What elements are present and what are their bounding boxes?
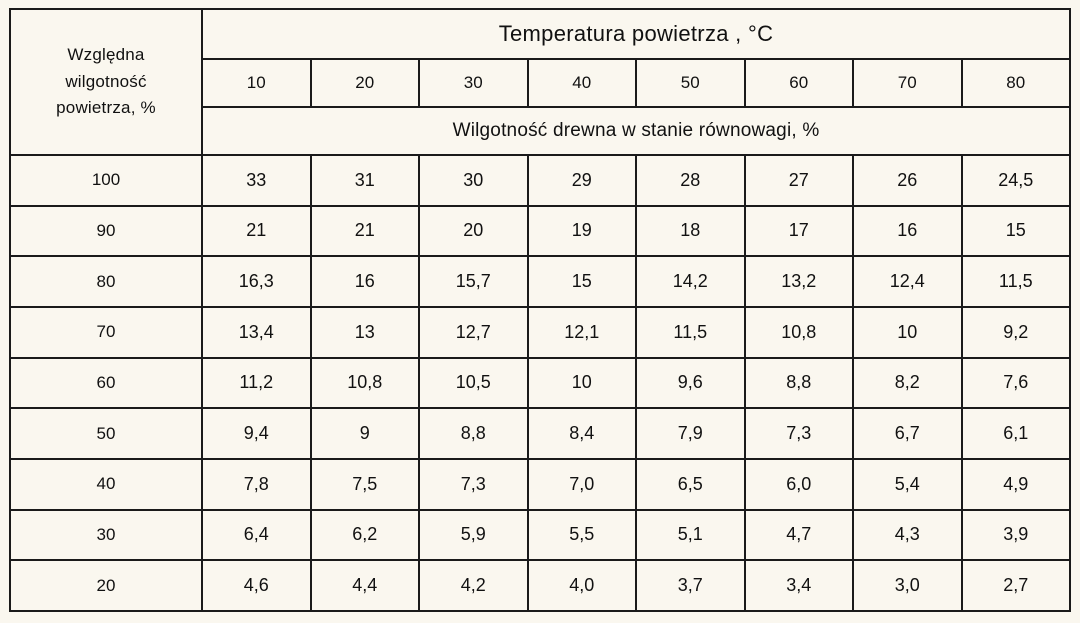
cell-value: 16,3: [202, 256, 311, 307]
table-row: [10, 206, 1070, 257]
cell-value: 14,2: [636, 256, 745, 307]
cell-value: 29: [528, 155, 637, 206]
cell-value: 3,9: [962, 510, 1071, 561]
cell-value: 6,5: [636, 459, 745, 510]
cell-value: 5,5: [528, 510, 637, 561]
temperature-column-10: 10: [202, 59, 311, 107]
corner-header-line-2: wilgotność: [65, 71, 147, 91]
cell-value: 7,8: [202, 459, 311, 510]
cell-value: 6,4: [202, 510, 311, 561]
corner-header-relative-humidity: [10, 9, 202, 155]
row-label: 20: [10, 560, 202, 611]
row-label: 70: [10, 307, 202, 358]
cell-value: 24,5: [962, 155, 1071, 206]
cell-value: 4,2: [419, 560, 528, 611]
cell-value: 31: [311, 155, 420, 206]
table-row: [10, 155, 1070, 206]
temperature-column-40: 40: [528, 59, 637, 107]
cell-value: 16: [311, 256, 420, 307]
corner-header-line-3: powietrza, %: [56, 98, 156, 118]
cell-value: 12,1: [528, 307, 637, 358]
cell-value: 6,0: [745, 459, 854, 510]
row-label: 80: [10, 256, 202, 307]
cell-value: 17: [745, 206, 854, 257]
table-row: [10, 307, 1070, 358]
cell-value: 7,3: [419, 459, 528, 510]
cell-value: 15,7: [419, 256, 528, 307]
cell-value: 7,5: [311, 459, 420, 510]
temperature-column-20: 20: [311, 59, 420, 107]
cell-value: 8,4: [528, 408, 637, 459]
cell-value: 3,0: [853, 560, 962, 611]
cell-value: 6,1: [962, 408, 1071, 459]
cell-value: 7,6: [962, 358, 1071, 409]
cell-value: 33: [202, 155, 311, 206]
cell-value: 10,8: [311, 358, 420, 409]
cell-value: 27: [745, 155, 854, 206]
table-row: [10, 408, 1070, 459]
header-wood-moisture-title: Wilgotność drewna w stanie równowagi, %: [202, 107, 1070, 155]
cell-value: 11,5: [636, 307, 745, 358]
row-label: 100: [10, 155, 202, 206]
cell-value: 8,8: [745, 358, 854, 409]
cell-value: 10,5: [419, 358, 528, 409]
temperature-column-60: 60: [745, 59, 854, 107]
cell-value: 3,4: [745, 560, 854, 611]
row-label: 90: [10, 206, 202, 257]
cell-value: 10: [528, 358, 637, 409]
table-row: [10, 510, 1070, 561]
cell-value: 13,2: [745, 256, 854, 307]
cell-value: 7,3: [745, 408, 854, 459]
row-label: 60: [10, 358, 202, 409]
cell-value: 13: [311, 307, 420, 358]
header-row-temperature: [10, 9, 1070, 59]
row-label: 50: [10, 408, 202, 459]
temperature-column-70: 70: [853, 59, 962, 107]
table-row: [10, 459, 1070, 510]
cell-value: 9: [311, 408, 420, 459]
temperature-column-80: 80: [962, 59, 1071, 107]
table-row: [10, 358, 1070, 409]
cell-value: 10: [853, 307, 962, 358]
cell-value: 7,9: [636, 408, 745, 459]
header-temperature-title: Temperatura powietrza , °C: [202, 9, 1070, 59]
cell-value: 6,7: [853, 408, 962, 459]
cell-value: 4,3: [853, 510, 962, 561]
cell-value: 19: [528, 206, 637, 257]
cell-value: 4,6: [202, 560, 311, 611]
cell-value: 7,0: [528, 459, 637, 510]
cell-value: 9,2: [962, 307, 1071, 358]
cell-value: 28: [636, 155, 745, 206]
row-label: 40: [10, 459, 202, 510]
cell-value: 16: [853, 206, 962, 257]
cell-value: 21: [311, 206, 420, 257]
temperature-column-30: 30: [419, 59, 528, 107]
cell-value: 8,2: [853, 358, 962, 409]
cell-value: 11,5: [962, 256, 1071, 307]
cell-value: 21: [202, 206, 311, 257]
cell-value: 30: [419, 155, 528, 206]
cell-value: 20: [419, 206, 528, 257]
cell-value: 5,9: [419, 510, 528, 561]
cell-value: 9,4: [202, 408, 311, 459]
cell-value: 12,7: [419, 307, 528, 358]
cell-value: 10,8: [745, 307, 854, 358]
table-body: [10, 155, 1070, 611]
cell-value: 8,8: [419, 408, 528, 459]
cell-value: 5,1: [636, 510, 745, 561]
cell-value: 5,4: [853, 459, 962, 510]
cell-value: 6,2: [311, 510, 420, 561]
temperature-column-50: 50: [636, 59, 745, 107]
cell-value: 9,6: [636, 358, 745, 409]
cell-value: 15: [528, 256, 637, 307]
cell-value: 13,4: [202, 307, 311, 358]
table-head: [10, 9, 1070, 155]
cell-value: 4,4: [311, 560, 420, 611]
cell-value: 4,7: [745, 510, 854, 561]
row-label: 30: [10, 510, 202, 561]
table-row: [10, 560, 1070, 611]
cell-value: 3,7: [636, 560, 745, 611]
cell-value: 2,7: [962, 560, 1071, 611]
table-row: [10, 256, 1070, 307]
equilibrium-moisture-table: [9, 8, 1071, 612]
corner-header-line-1: Względna: [67, 45, 145, 65]
cell-value: 12,4: [853, 256, 962, 307]
cell-value: 18: [636, 206, 745, 257]
cell-value: 26: [853, 155, 962, 206]
cell-value: 4,0: [528, 560, 637, 611]
cell-value: 4,9: [962, 459, 1071, 510]
cell-value: 11,2: [202, 358, 311, 409]
cell-value: 15: [962, 206, 1071, 257]
